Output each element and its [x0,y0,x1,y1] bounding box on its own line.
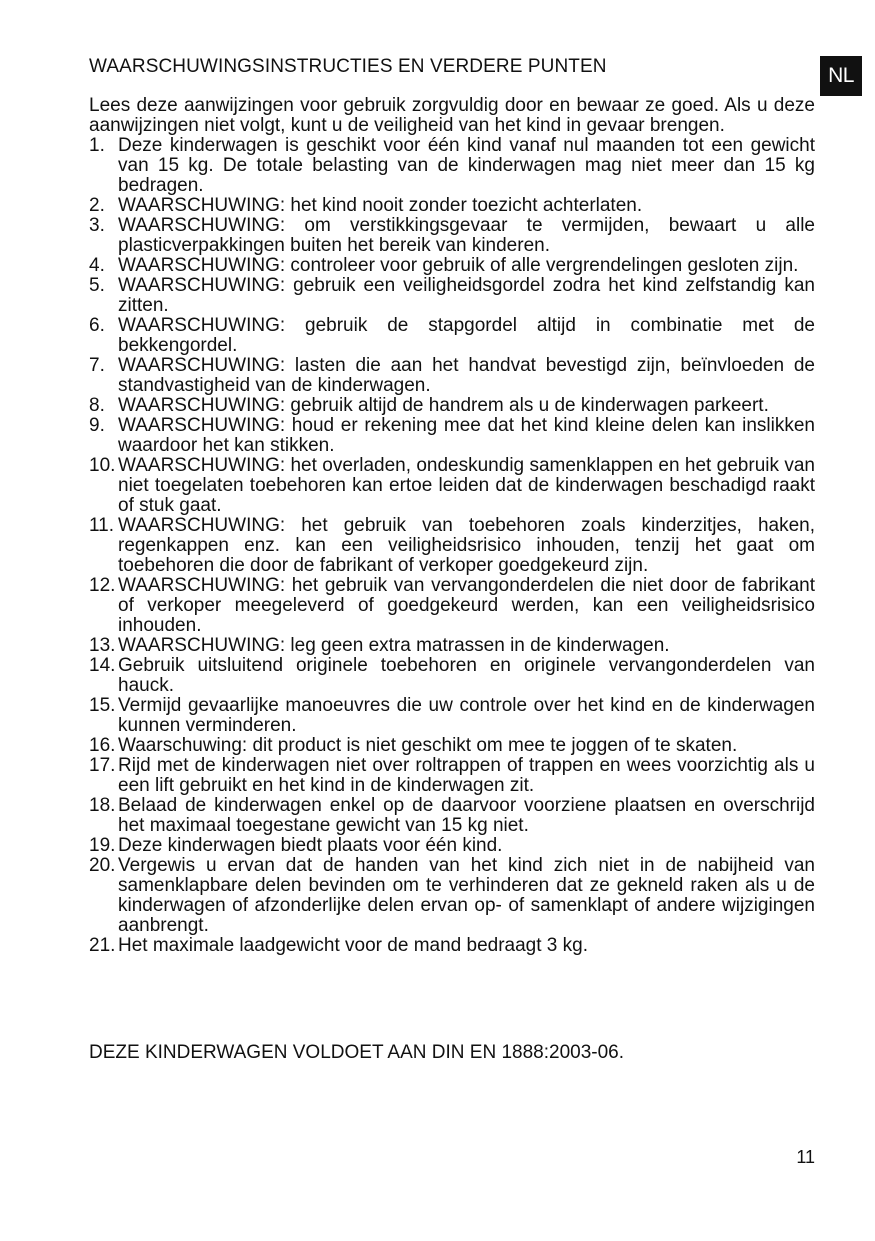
warning-item-16 [89,736,815,756]
item-text: WAARSCHUWING: lasten die aan het handvat bevestigd zijn, beïnvloeden de standvastigheid van de kinderwagen. [118,355,815,396]
item-number: 8. [89,395,105,416]
intro-paragraph: Lees deze aanwijzingen voor gebruik zorgvuldig door en bewaar ze goed. Als u deze aanwijzingen niet volgt, kunt u de veiligheid van het kind in gevaar brengen. [89,95,815,136]
item-text: Vermijd gevaarlijke manoeuvres die uw controle over het kind en de kinderwagen kunnen verminderen. [118,695,815,736]
item-number: 18. [89,795,116,816]
item-text: WAARSCHUWING: gebruik een veiligheidsgordel zodra het kind zelfstandig kan zitten. [118,275,815,316]
item-text: WAARSCHUWING: gebruik altijd de handrem als u de kinderwagen parkeert. [118,395,769,416]
item-number: 1. [89,135,105,156]
item-number: 16. [89,735,116,756]
item-number: 13. [89,635,116,656]
warning-item-15 [89,696,815,736]
warning-item-11 [89,516,815,576]
warning-item-7 [89,356,815,396]
warning-item-13 [89,636,815,656]
item-number: 3. [89,215,105,236]
warning-item-17 [89,756,815,796]
warning-item-2 [89,196,815,216]
item-number: 20. [89,855,116,876]
item-text: WAARSCHUWING: het gebruik van vervangonderdelen die niet door de fabrikant of verkoper meegeleverd of goedgekeurd werden, kan een veiligheidsrisico inhouden. [118,575,815,636]
item-text: Vergewis u ervan dat de handen van het kind zich niet in de nabijheid van samenklapbare delen bevinden om te verhinderen dat ze gekneld raken als u de kinderwagen of afzonderlijke delen ervan op- of samenklapt of andere wijzigingen aanbrengt. [118,855,815,936]
item-text: WAARSCHUWING: het gebruik van toebehoren zoals kinderzitjes, haken, regenkappen enz. kan een veiligheidsrisico inhouden, tenzij het gaat om toebehoren die door de fabrikant of verkoper goedgekeurd zijn. [118,515,815,576]
warning-item-18 [89,796,815,836]
warning-item-6 [89,316,815,356]
item-text: WAARSCHUWING: het kind nooit zonder toezicht achterlaten. [118,195,643,216]
item-text: WAARSCHUWING: houd er rekening mee dat het kind kleine delen kan inslikken waardoor het kan stikken. [118,415,815,456]
warning-item-21 [89,936,815,956]
compliance-statement: DEZE KINDERWAGEN VOLDOET AAN DIN EN 1888:2003-06. [89,1042,625,1063]
item-text: WAARSCHUWING: om verstikkingsgevaar te vermijden, bewaart u alle plasticverpakkingen buiten het bereik van kinderen. [118,215,815,256]
item-number: 10. [89,455,116,476]
warning-list [89,136,815,956]
item-number: 14. [89,655,116,676]
item-text: Deze kinderwagen biedt plaats voor één kind. [118,835,503,856]
warning-item-14 [89,656,815,696]
item-number: 19. [89,835,116,856]
language-badge: NL [820,56,862,96]
item-number: 2. [89,195,105,216]
warning-item-12 [89,576,815,636]
item-number: 11. [89,515,115,536]
warning-item-9 [89,416,815,456]
warning-item-3 [89,216,815,256]
item-number: 15. [89,695,116,716]
warning-item-8 [89,396,815,416]
item-text: Rijd met de kinderwagen niet over roltrappen of trappen en wees voorzichtig als u een lift gebruikt en het kind in de kinderwagen zit. [118,755,815,796]
main-content [89,96,815,956]
item-number: 4. [89,255,105,276]
item-number: 5. [89,275,105,296]
item-text: Deze kinderwagen is geschikt voor één kind vanaf nul maanden tot een gewicht van 15 kg. De totale belasting van de kinderwagen mag niet meer dan 15 kg bedragen. [118,135,815,196]
warning-item-19 [89,836,815,856]
item-text: Waarschuwing: dit product is niet geschikt om mee te joggen of te skaten. [118,735,738,756]
item-number: 12. [89,575,116,596]
item-number: 9. [89,415,105,436]
warning-item-4 [89,256,815,276]
warning-item-10 [89,456,815,516]
item-text: WAARSCHUWING: controleer voor gebruik of alle vergrendelingen gesloten zijn. [118,255,799,276]
item-text: Gebruik uitsluitend originele toebehoren en originele vervangonderdelen van hauck. [118,655,815,696]
item-number: 6. [89,315,105,336]
item-text: Belaad de kinderwagen enkel op de daarvoor voorziene plaatsen en overschrijd het maximaal toegestane gewicht van 15 kg niet. [118,795,815,836]
item-number: 17. [89,755,116,776]
warning-item-1 [89,136,815,196]
item-text: WAARSCHUWING: gebruik de stapgordel altijd in combinatie met de bekkengordel. [118,315,815,356]
warning-item-20 [89,856,815,936]
item-number: 7. [89,355,105,376]
item-text: Het maximale laadgewicht voor de mand bedraagt 3 kg. [118,935,588,956]
page-number: 11 [796,1147,815,1167]
warning-item-5 [89,276,815,316]
page-heading: WAARSCHUWINGSINSTRUCTIES EN VERDERE PUNTEN [89,56,607,77]
item-number: 21. [89,935,116,956]
item-text: WAARSCHUWING: leg geen extra matrassen in de kinderwagen. [118,635,670,656]
item-text: WAARSCHUWING: het overladen, ondeskundig samenklappen en het gebruik van niet toegelaten toebehoren kan ertoe leiden dat de kinderwagen beschadigd raakt of stuk gaat. [118,455,815,516]
